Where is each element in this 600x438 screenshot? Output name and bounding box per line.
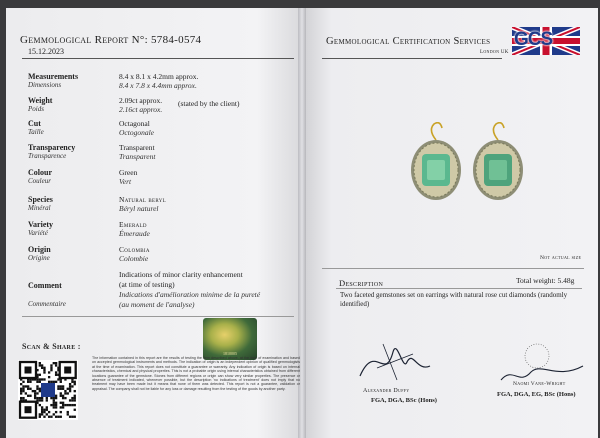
photo-divider [322, 268, 584, 269]
not-actual-size-note: Not actual size [540, 255, 582, 261]
spec-note: (stated by the client) [178, 99, 240, 108]
comment-line-1: Indications of minor clarity enhancement [119, 270, 243, 279]
spec-value-fr: Transparent [119, 152, 156, 161]
description-divider [336, 288, 582, 289]
spec-value-fr: Béryl naturel [119, 204, 159, 213]
spec-label-fr: Dimensions [28, 81, 62, 89]
hologram-code: 1810005 [223, 351, 237, 356]
spec-label: Measurements [28, 72, 79, 81]
signer-1-credentials: FGA, DGA, BSc (Hons) [371, 397, 437, 404]
spec-value: Transparent [119, 143, 155, 152]
spec-label-fr: Couleur [28, 177, 51, 185]
scan-share-label: Scan & Share : [22, 342, 81, 351]
spec-value-fr: Octogonale [119, 128, 154, 137]
signature-duffy-icon [355, 332, 435, 386]
spec-label-fr: Origine [28, 254, 50, 262]
spec-value-fr: 8.4 x 7.8 x 4.4mm approx. [119, 81, 197, 90]
spec-label-fr: Taille [28, 128, 44, 136]
spec-value-fr: Colombie [119, 254, 149, 263]
comment-line-3: Indications d'amélioration minime de la pureté [119, 290, 261, 299]
spec-value: 8.4 x 8.1 x 4.2mm approx. [119, 72, 199, 81]
spec-label-fr: Variété [28, 229, 48, 237]
spec-label: Cut [28, 119, 41, 128]
report-title: Gemmological Report N°: 5784-0574 [20, 34, 202, 46]
description-text: Two faceted gemstones set on earrings with natural rose cut diamonds (randomly identified) [340, 291, 568, 308]
security-hologram [203, 318, 257, 360]
earrings-photo [392, 122, 542, 206]
report-date: 15.12.2023 [28, 47, 64, 56]
spec-value: Natural beryl [119, 195, 167, 204]
spec-label-fr: Transparence [28, 152, 67, 160]
spec-label: Origin [28, 245, 51, 254]
lab-location: London UK [480, 50, 509, 55]
spec-label: Colour [28, 168, 52, 177]
comment-label-fr: Commentaire [28, 300, 66, 308]
header-divider [322, 58, 502, 59]
spec-label: Species [28, 195, 53, 204]
disclaimer-text: The information contained in this report are the results of testing the item described above, at the time of examination and based on accepted gemmological instruments and methods. The indication of origin is an independent opinion of qualified gemmologists at the time of examination. This report does not constitute a guarantee or warranty. Any indication of origin is based on internal characteristics, chemical and physical properties. This is not a probable origin using internal characteristics obtained from different locations guarantee of the gemstone. Stones from different regions or origin can show very similar properties. The presence or absence of treatment indicated, whenever possible, but the description 'no indications of treatment' does not imply that no treatment may have been made but it means that none of them was detected. This report is not a guarantee, validation or appraisal. The company shall not be liable for any loss or damage resulting from the testing of the goods by another party. [92, 356, 300, 391]
spec-value: 2.09ct approx. [119, 96, 163, 105]
description-label: Description [339, 278, 384, 288]
spec-value-fr: Vert [119, 177, 132, 186]
qr-code[interactable] [18, 360, 78, 420]
comment-line-4: (au moment de l'analyse) [119, 300, 195, 309]
comment-label: Comment [28, 281, 62, 290]
comment-divider [22, 316, 294, 317]
signer-1-name: Alexander Duffy [363, 388, 410, 394]
gcs-logo-text: GCS [514, 29, 553, 50]
spec-value-fr: 2.16ct approx. [119, 105, 163, 114]
spec-value: Green [119, 168, 138, 177]
spec-label-fr: Poids [28, 105, 44, 113]
spec-value-fr: Émeraude [119, 229, 150, 238]
comment-line-2: (at time of testing) [119, 280, 175, 289]
spec-value: Octagonal [119, 119, 150, 128]
spec-label: Transparency [28, 143, 76, 152]
gcs-logo [512, 27, 580, 55]
title-divider [22, 58, 294, 59]
signer-2-name: Naomi Vane-Wright [513, 381, 566, 387]
spec-label: Variety [28, 220, 54, 229]
spec-label: Weight [28, 96, 53, 105]
lab-name: Gemmological Certification Services [326, 36, 491, 47]
spec-label-fr: Minéral [28, 204, 51, 212]
emerald-earrings-icon [392, 122, 542, 206]
signer-2-credentials: FGA, DGA, EG, BSc (Hons) [497, 391, 576, 398]
spec-value: Colombia [119, 245, 150, 254]
total-weight: Total weight: 5.48g [516, 276, 575, 285]
spec-value: Emerald [119, 220, 147, 229]
